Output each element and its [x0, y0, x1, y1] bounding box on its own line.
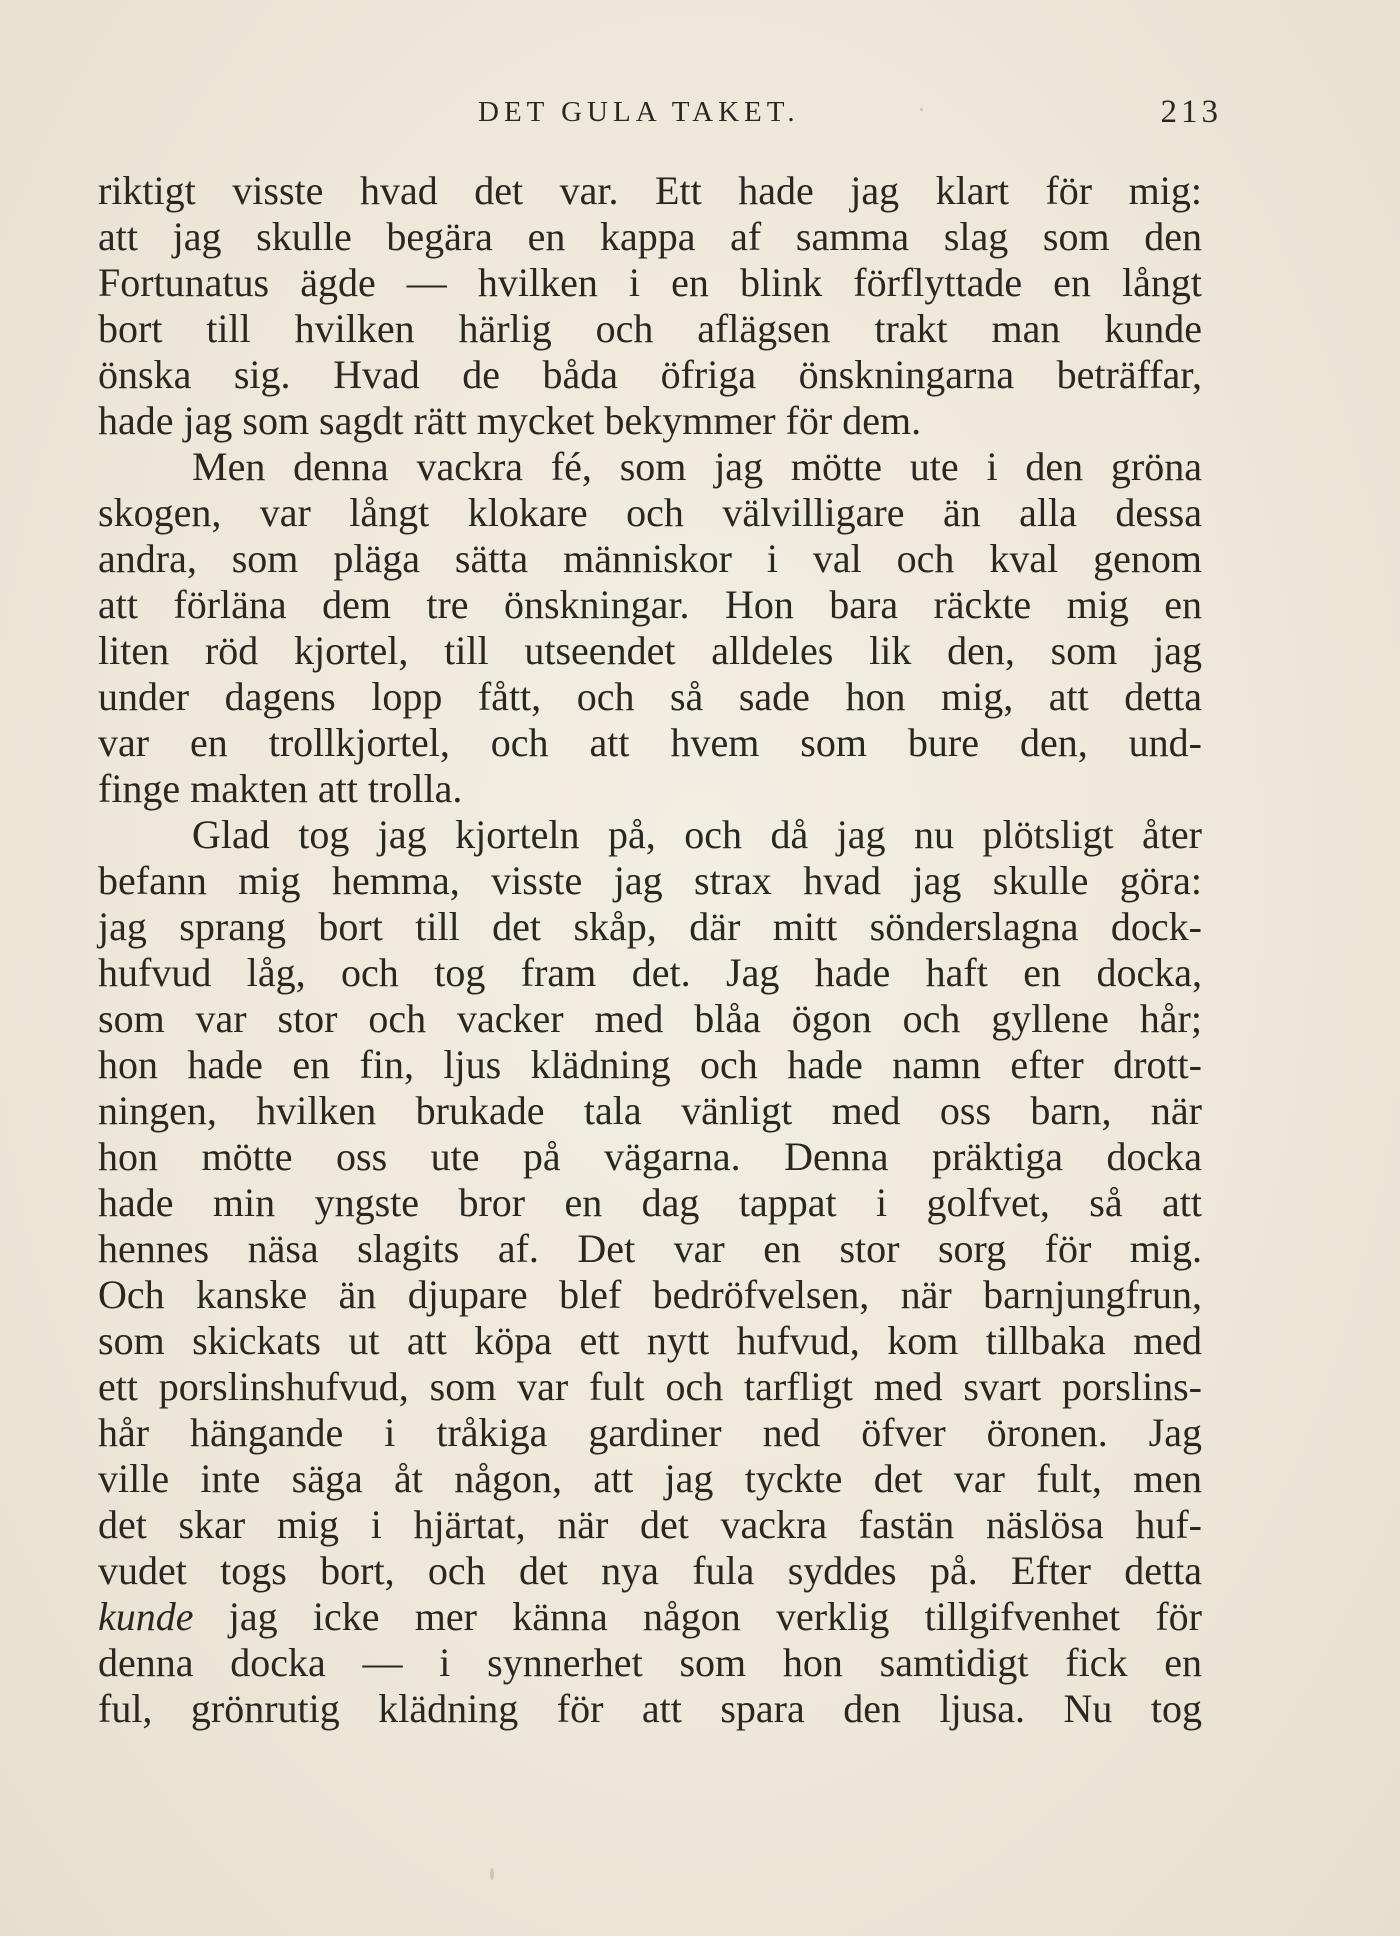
text-line: liten röd kjortel, till utseendet alldeles lik den, som jag: [98, 628, 1202, 673]
text-line: Och kanske än djupare blef bedröfvelsen, när barnjungfrun,: [98, 1272, 1202, 1317]
text-line: hufvud låg, och tog fram det. Jag hade haft en docka,: [98, 950, 1202, 995]
text-line: ville inte säga åt någon, att jag tyckte det var fult, men: [98, 1456, 1202, 1501]
text-line: ett porslinshufvud, som var fult och tarfligt med svart porslins-: [98, 1364, 1202, 1409]
text-line: Glad tog jag kjorteln på, och då jag nu plötsligt åter: [192, 812, 1202, 857]
text-line: Fortunatus ägde — hvilken i en blink förflyttade en långt: [98, 260, 1202, 305]
text-line: finge makten att trolla.: [98, 766, 463, 811]
text-line-rest: jag icke mer känna någon verklig tillgifvenhet för: [193, 1594, 1202, 1639]
page-header: [98, 92, 1222, 132]
text-line: riktigt visste hvad det var. Ett hade jag klart för mig:: [98, 168, 1202, 213]
text-line: skogen, var långt klokare och välvilligare än alla dessa: [98, 490, 1202, 535]
body-text: [98, 168, 1202, 1732]
text-line: ful, grönrutig klädning för att spara den ljusa. Nu tog: [98, 1686, 1202, 1731]
text-line: denna docka — i synnerhet som hon samtidigt fick en: [98, 1640, 1202, 1685]
text-line: andra, som pläga sätta människor i val och kval genom: [98, 536, 1202, 581]
text-line: bort till hvilken härlig och aflägsen trakt man kunde: [98, 306, 1202, 351]
text-line: hennes näsa slagits af. Det var en stor sorg för mig.: [98, 1226, 1202, 1271]
paper-speck: [490, 1868, 494, 1880]
text-line: jag sprang bort till det skåp, där mitt sönderslagna dock-: [98, 904, 1202, 949]
text-line: som var stor och vacker med blåa ögon och gyllene hår;: [98, 996, 1202, 1041]
text-line: var en trollkjortel, och att hvem som bure den, und-: [98, 720, 1202, 765]
text-line: ningen, hvilken brukade tala vänligt med oss barn, när: [98, 1088, 1202, 1133]
text-line: att förläna dem tre önskningar. Hon bara räckte mig en: [98, 582, 1202, 627]
text-line-italic-start: [98, 1594, 1202, 1640]
text-line: hår hängande i tråkiga gardiner ned öfver öronen. Jag: [98, 1410, 1202, 1455]
running-title: DET GULA TAKET.: [478, 96, 800, 128]
text-line: vudet togs bort, och det nya fula syddes på. Efter detta: [98, 1548, 1202, 1593]
italic-word: kunde: [98, 1594, 194, 1639]
text-line: hon mötte oss ute på vägarna. Denna präktiga docka: [98, 1134, 1202, 1179]
text-line: önska sig. Hvad de båda öfriga önskningarna beträffar,: [98, 352, 1202, 397]
page-number: 213: [1160, 94, 1222, 130]
text-line: hon hade en fin, ljus klädning och hade namn efter drott-: [98, 1042, 1202, 1087]
text-line: det skar mig i hjärtat, när det vackra fastän näslösa huf-: [98, 1502, 1202, 1547]
text-line: som skickats ut att köpa ett nytt hufvud, kom tillbaka med: [98, 1318, 1202, 1363]
text-line: hade min yngste bror en dag tappat i golfvet, så att: [98, 1180, 1202, 1225]
paper-speck: [920, 108, 923, 111]
text-line: under dagens lopp fått, och så sade hon mig, att detta: [98, 674, 1202, 719]
text-line: att jag skulle begära en kappa af samma slag som den: [98, 214, 1202, 259]
text-line: befann mig hemma, visste jag strax hvad jag skulle göra:: [98, 858, 1202, 903]
text-line: hade jag som sagdt rätt mycket bekymmer för dem.: [98, 398, 922, 443]
text-line: Men denna vackra fé, som jag mötte ute i den gröna: [192, 444, 1202, 489]
